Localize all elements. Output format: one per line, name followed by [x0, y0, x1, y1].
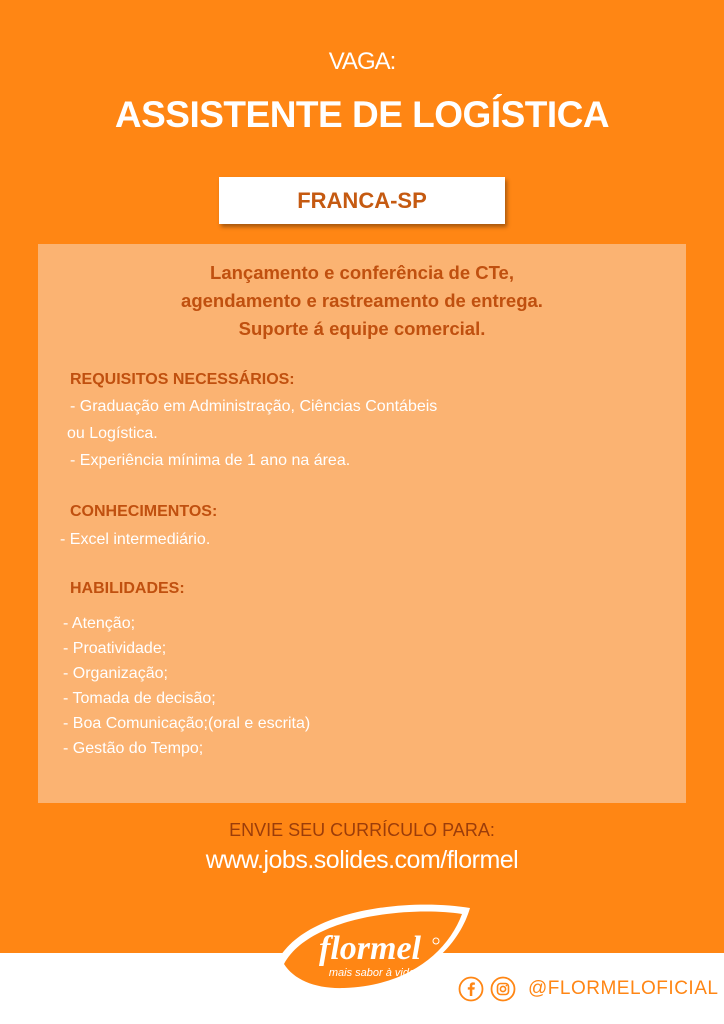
habilidades-line: - Organização; [63, 665, 168, 682]
logo-tagline: mais sabor à vida [328, 967, 416, 979]
application-url[interactable]: www.jobs.solides.com/flormel [205, 846, 519, 874]
footer-cta: ENVIE SEU CURRÍCULO PARA: [229, 820, 495, 840]
logo-wordmark: flormel [319, 930, 421, 967]
location-text: FRANCA-SP [297, 187, 427, 213]
social-bar [458, 974, 718, 1004]
vaga-label: VAGA: [328, 48, 396, 75]
summary-line: agendamento e rastreamento de entrega. [181, 290, 543, 311]
habilidades-line: - Boa Comunicação;(oral e escrita) [63, 715, 311, 732]
habilidades-line: - Atenção; [63, 615, 136, 632]
requisitos-line: - Experiência mínima de 1 ano na área. [70, 452, 351, 469]
conhecimentos-heading: CONHECIMENTOS: [70, 503, 218, 520]
social-handle[interactable]: @FLORMELOFICIAL [528, 978, 719, 999]
job-title: ASSISTENTE DE LOGÍSTICA [114, 94, 610, 135]
instagram-icon[interactable] [490, 976, 516, 1002]
flormel-logo [262, 900, 474, 998]
content-panel [38, 244, 686, 803]
requisitos-line: - Graduação em Administração, Ciências Contábeis [70, 398, 438, 415]
requisitos-heading: REQUISITOS NECESSÁRIOS: [70, 371, 295, 388]
habilidades-heading: HABILIDADES: [70, 580, 185, 597]
facebook-icon[interactable] [458, 976, 484, 1002]
location-box [219, 177, 505, 224]
habilidades-line: - Proatividade; [63, 640, 167, 657]
job-summary [38, 259, 686, 343]
habilidades-line: - Tomada de decisão; [63, 690, 216, 707]
requisitos-line: ou Logística. [67, 425, 158, 442]
summary-line: Suporte á equipe comercial. [238, 318, 486, 339]
summary-line: Lançamento e conferência de CTe, [210, 262, 514, 283]
habilidades-line: - Gestão do Tempo; [63, 740, 204, 757]
conhecimentos-line: - Excel intermediário. [60, 531, 211, 548]
